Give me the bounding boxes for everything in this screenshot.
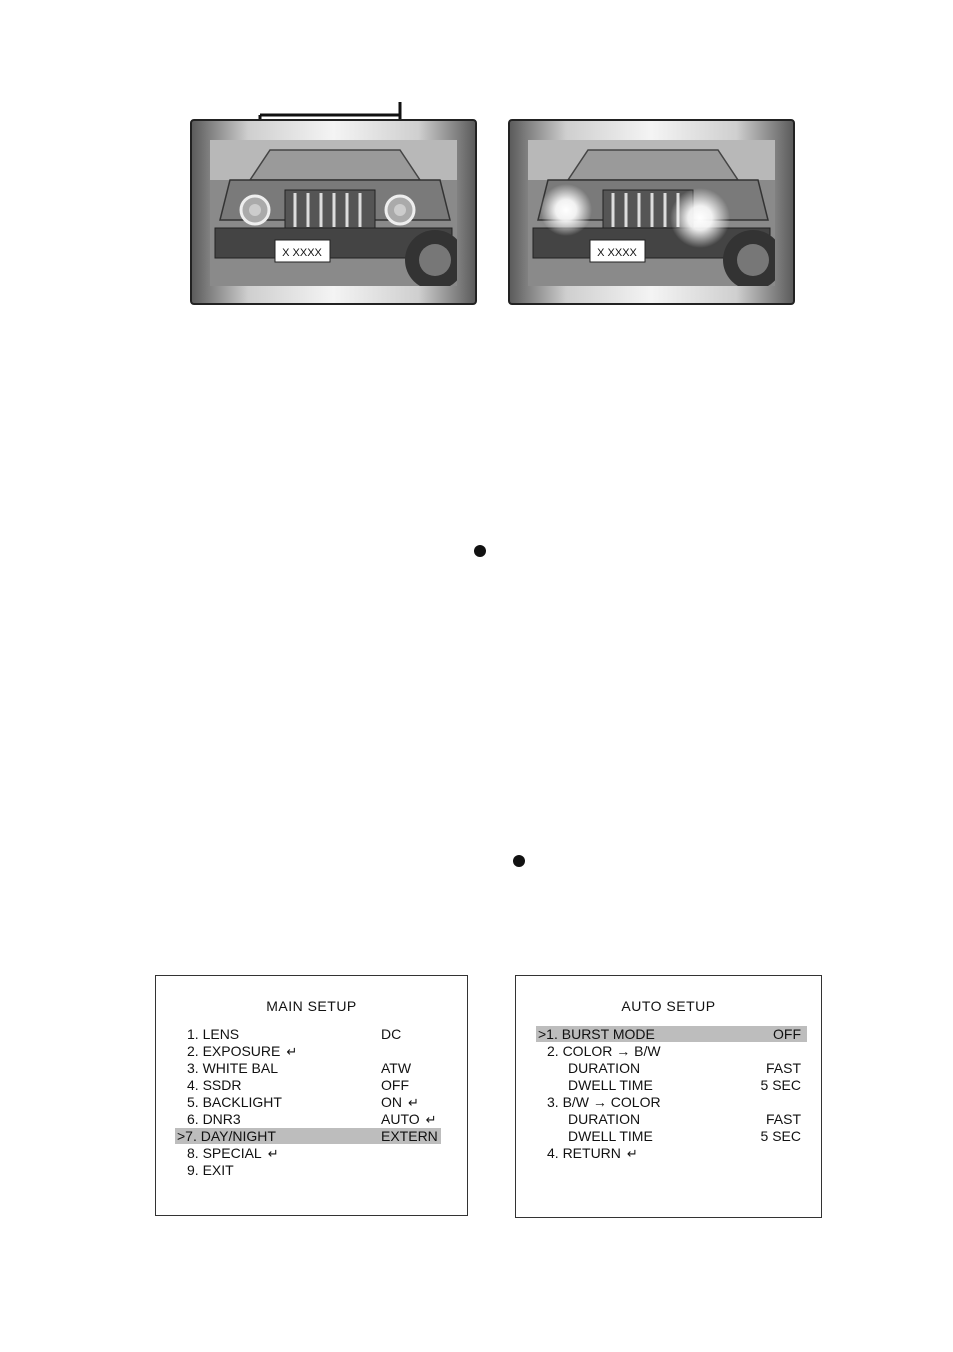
menu-row[interactable] bbox=[175, 1043, 441, 1059]
menu-row[interactable] bbox=[536, 1111, 807, 1127]
menu-row[interactable] bbox=[175, 1162, 441, 1178]
menu-row-label: >7. DAY/NIGHT bbox=[177, 1128, 276, 1144]
main-setup-title: MAIN SETUP bbox=[266, 998, 357, 1014]
menu-row-label: DURATION bbox=[568, 1060, 641, 1076]
menu-row-label: 9. EXIT bbox=[187, 1162, 234, 1178]
menu-row-value: FAST bbox=[765, 1111, 801, 1127]
enter-icon: ↵ bbox=[286, 1044, 298, 1059]
menu-row-value: OFF bbox=[773, 1026, 801, 1042]
menu-row-label: 6. DNR3 bbox=[187, 1111, 241, 1127]
menu-row-label: DWELL TIME bbox=[568, 1128, 653, 1144]
menu-row-value: DC bbox=[381, 1026, 402, 1042]
menu-row-value: OFF bbox=[381, 1077, 409, 1093]
menu-row[interactable] bbox=[536, 1145, 807, 1161]
truck-image-right bbox=[528, 140, 775, 286]
menu-row[interactable] bbox=[175, 1060, 441, 1076]
menu-row[interactable] bbox=[536, 1077, 807, 1093]
bullet-2 bbox=[513, 855, 525, 867]
menu-row-label: 3. WHITE BAL bbox=[187, 1060, 279, 1076]
menu-row-label: 1. LENS bbox=[187, 1026, 240, 1042]
menu-row-value: 5 SEC bbox=[760, 1077, 801, 1093]
menu-row-value: EXTERN bbox=[381, 1128, 438, 1144]
menu-row[interactable] bbox=[536, 1043, 807, 1059]
menu-row-value: AUTO ↵ bbox=[381, 1111, 437, 1127]
menu-row-value: ON ↵ bbox=[381, 1094, 419, 1110]
menu-row-value: ATW bbox=[381, 1060, 412, 1076]
menu-row[interactable] bbox=[175, 1128, 441, 1144]
license-plate-right: X XXXX bbox=[597, 247, 637, 259]
menu-row-label: 2. COLOR → B/W bbox=[547, 1043, 661, 1059]
menu-row[interactable] bbox=[175, 1077, 441, 1093]
menu-row-label: DURATION bbox=[568, 1111, 641, 1127]
enter-icon: ↵ bbox=[425, 1112, 437, 1127]
auto-setup-menu bbox=[515, 975, 822, 1218]
monitor-left bbox=[190, 119, 477, 305]
menu-row-label: 2. EXPOSURE ↵ bbox=[187, 1043, 298, 1059]
menu-row-label: 4. SSDR bbox=[187, 1077, 242, 1093]
menu-row-label: 4. RETURN ↵ bbox=[547, 1145, 638, 1161]
enter-icon: ↵ bbox=[626, 1146, 638, 1161]
menu-row[interactable] bbox=[175, 1026, 441, 1042]
truck-image-left bbox=[210, 140, 457, 286]
menu-row-label: >1. BURST MODE bbox=[538, 1026, 655, 1042]
menu-row-value: 5 SEC bbox=[760, 1128, 801, 1144]
enter-icon: ↵ bbox=[267, 1146, 279, 1161]
monitor-right bbox=[508, 119, 795, 305]
enter-icon: ↵ bbox=[408, 1095, 419, 1110]
license-plate-left: X XXXX bbox=[282, 247, 322, 259]
bullet-1 bbox=[474, 545, 486, 557]
menu-row[interactable] bbox=[175, 1094, 441, 1110]
menu-row-label: 3. B/W → COLOR bbox=[547, 1094, 661, 1110]
menu-row[interactable] bbox=[536, 1128, 807, 1144]
menu-row-label: 5. BACKLIGHT bbox=[187, 1094, 282, 1110]
menu-row[interactable] bbox=[536, 1094, 807, 1110]
auto-setup-title: AUTO SETUP bbox=[621, 998, 716, 1014]
menu-row-label: DWELL TIME bbox=[568, 1077, 653, 1093]
menu-row[interactable] bbox=[175, 1111, 441, 1127]
main-setup-menu bbox=[155, 975, 468, 1216]
menu-row-label: 8. SPECIAL ↵ bbox=[187, 1145, 279, 1161]
menu-row-value: FAST bbox=[765, 1060, 801, 1076]
menu-row[interactable] bbox=[536, 1026, 807, 1042]
menu-row[interactable] bbox=[175, 1145, 441, 1161]
menu-row[interactable] bbox=[536, 1060, 807, 1076]
